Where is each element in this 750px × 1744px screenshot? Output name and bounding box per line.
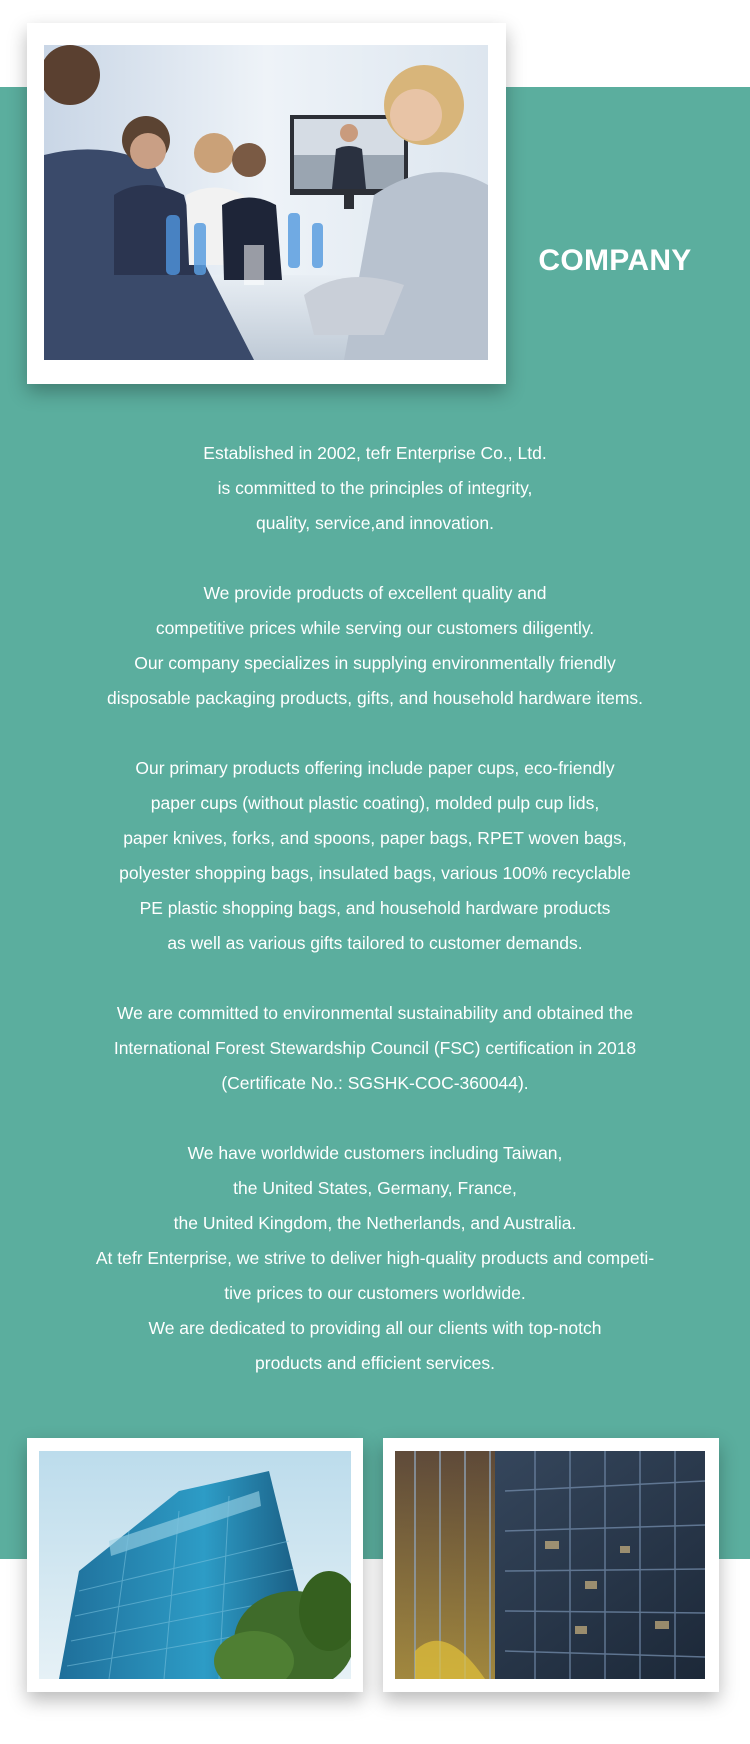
text-line: (Certificate No.: SGSHK-COC-360044). <box>221 1073 529 1093</box>
text-line: is committed to the principles of integrity, <box>217 478 533 498</box>
paragraph-products-quality <box>40 576 710 716</box>
meeting-photo-frame <box>27 23 506 384</box>
building-photo-frame <box>27 1438 363 1692</box>
text-line: We provide products of excellent quality and <box>203 583 547 603</box>
text-line: products and efficient services. <box>255 1353 495 1373</box>
text-line: At tefr Enterprise, we strive to deliver high-quality products and competi- <box>95 1248 655 1268</box>
text-line: We are committed to environmental sustainability and obtained the <box>116 1003 634 1023</box>
text-line: We have worldwide customers including Taiwan, <box>187 1143 563 1163</box>
text-line: paper cups (without plastic coating), molded pulp cup lids, <box>150 793 600 813</box>
text-line: polyester shopping bags, insulated bags, various 100% recyclable <box>119 863 631 883</box>
text-line: paper knives, forks, and spoons, paper bags, RPET woven bags, <box>123 828 627 848</box>
text-line: PE plastic shopping bags, and household hardware products <box>139 898 611 918</box>
text-line: disposable packaging products, gifts, and household hardware items. <box>106 688 644 708</box>
city-photo-frame <box>383 1438 719 1692</box>
text-line: Established in 2002, tefr Enterprise Co., Ltd. <box>203 443 547 463</box>
glass-facade-photo <box>395 1451 705 1679</box>
page-title: COMPANY <box>538 244 692 277</box>
text-line: tive prices to our customers worldwide. <box>224 1283 526 1303</box>
text-line: competitive prices while serving our customers diligently. <box>155 618 595 638</box>
text-line: the United States, Germany, France, <box>233 1178 517 1198</box>
meeting-photo <box>44 45 488 360</box>
company-description <box>40 436 710 1416</box>
text-line: We are dedicated to providing all our clients with top-notch <box>148 1318 602 1338</box>
text-line: Our company specializes in supplying environmentally friendly <box>134 653 616 673</box>
text-line: quality, service,and innovation. <box>255 513 494 533</box>
paragraph-established <box>40 436 710 541</box>
paragraph-sustainability <box>40 996 710 1101</box>
text-line: as well as various gifts tailored to customer demands. <box>167 933 583 953</box>
paragraph-customers <box>40 1136 710 1381</box>
blue-building-photo <box>39 1451 351 1679</box>
paragraph-primary-products <box>40 751 710 961</box>
text-line: the United Kingdom, the Netherlands, and Australia. <box>173 1213 577 1233</box>
text-line: Our primary products offering include paper cups, eco-friendly <box>135 758 615 778</box>
text-line: International Forest Stewardship Council (FSC) certification in 2018 <box>113 1038 637 1058</box>
